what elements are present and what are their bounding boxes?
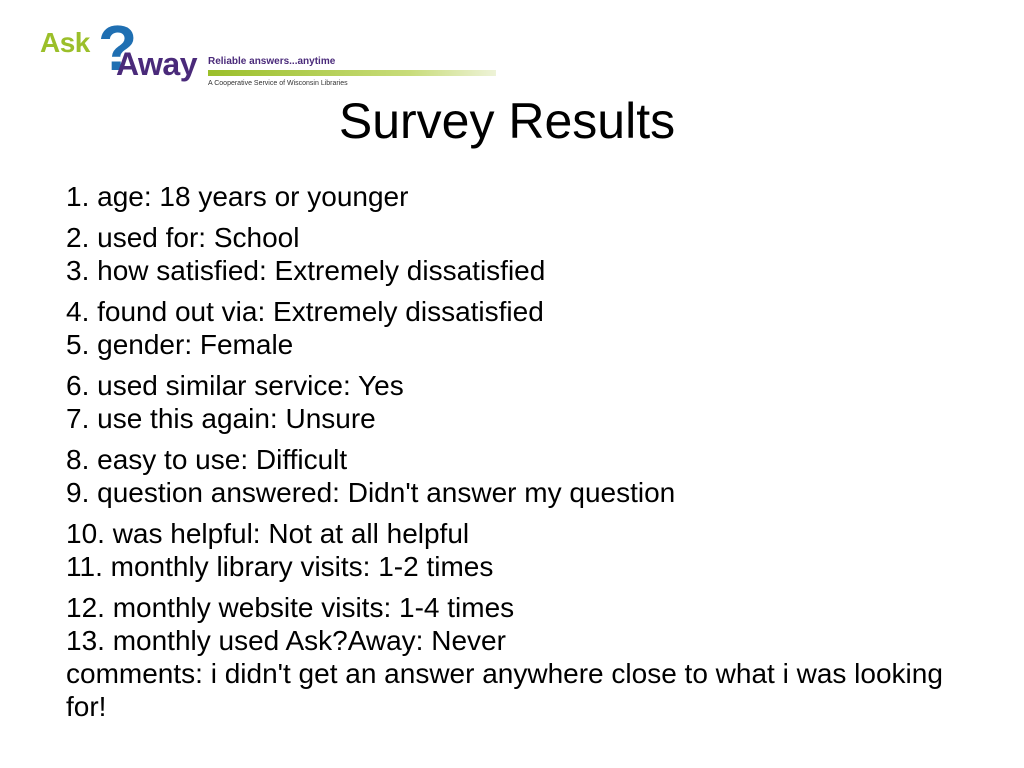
askaway-logo bbox=[40, 12, 500, 92]
result-block-7 bbox=[66, 591, 966, 723]
result-how-satisfied: 3. how satisfied: Extremely dissatisfied bbox=[66, 255, 546, 286]
result-question-answered: 9. question answered: Didn't answer my question bbox=[66, 477, 676, 508]
logo-divider-bar bbox=[208, 70, 496, 76]
result-block-2 bbox=[66, 221, 966, 287]
logo-tagline: Reliable answers...anytime bbox=[208, 56, 336, 67]
logo-away-text: Away bbox=[116, 46, 198, 82]
result-monthly-used-askaway: 13. monthly used Ask?Away: Never bbox=[66, 625, 506, 656]
result-block-5 bbox=[66, 443, 966, 509]
result-block-1 bbox=[66, 180, 966, 213]
logo-ask-text: Ask bbox=[40, 27, 90, 58]
result-found-out-via: 4. found out via: Extremely dissatisfied bbox=[66, 296, 544, 327]
result-monthly-library-visits: 11. monthly library visits: 1-2 times bbox=[66, 551, 494, 582]
logo-subline: A Cooperative Service of Wisconsin Libraries bbox=[208, 80, 348, 87]
result-block-6 bbox=[66, 517, 966, 583]
result-block-4 bbox=[66, 369, 966, 435]
result-monthly-website-visits: 12. monthly website visits: 1-4 times bbox=[66, 592, 515, 623]
result-comments: comments: i didn't get an answer anywhere close to what i was looking for! bbox=[66, 658, 943, 722]
survey-results-list bbox=[66, 180, 966, 731]
result-gender: 5. gender: Female bbox=[66, 329, 294, 360]
result-block-3 bbox=[66, 295, 966, 361]
result-used-similar-service: 6. used similar service: Yes bbox=[66, 370, 404, 401]
result-easy-to-use: 8. easy to use: Difficult bbox=[66, 444, 348, 475]
result-use-this-again: 7. use this again: Unsure bbox=[66, 403, 376, 434]
logo-question-mark: ? bbox=[98, 12, 138, 84]
result-age: 1. age: 18 years or younger bbox=[66, 181, 409, 212]
page-title: Survey Results bbox=[338, 93, 676, 149]
result-was-helpful: 10. was helpful: Not at all helpful bbox=[66, 518, 470, 549]
result-used-for: 2. used for: School bbox=[66, 222, 300, 253]
